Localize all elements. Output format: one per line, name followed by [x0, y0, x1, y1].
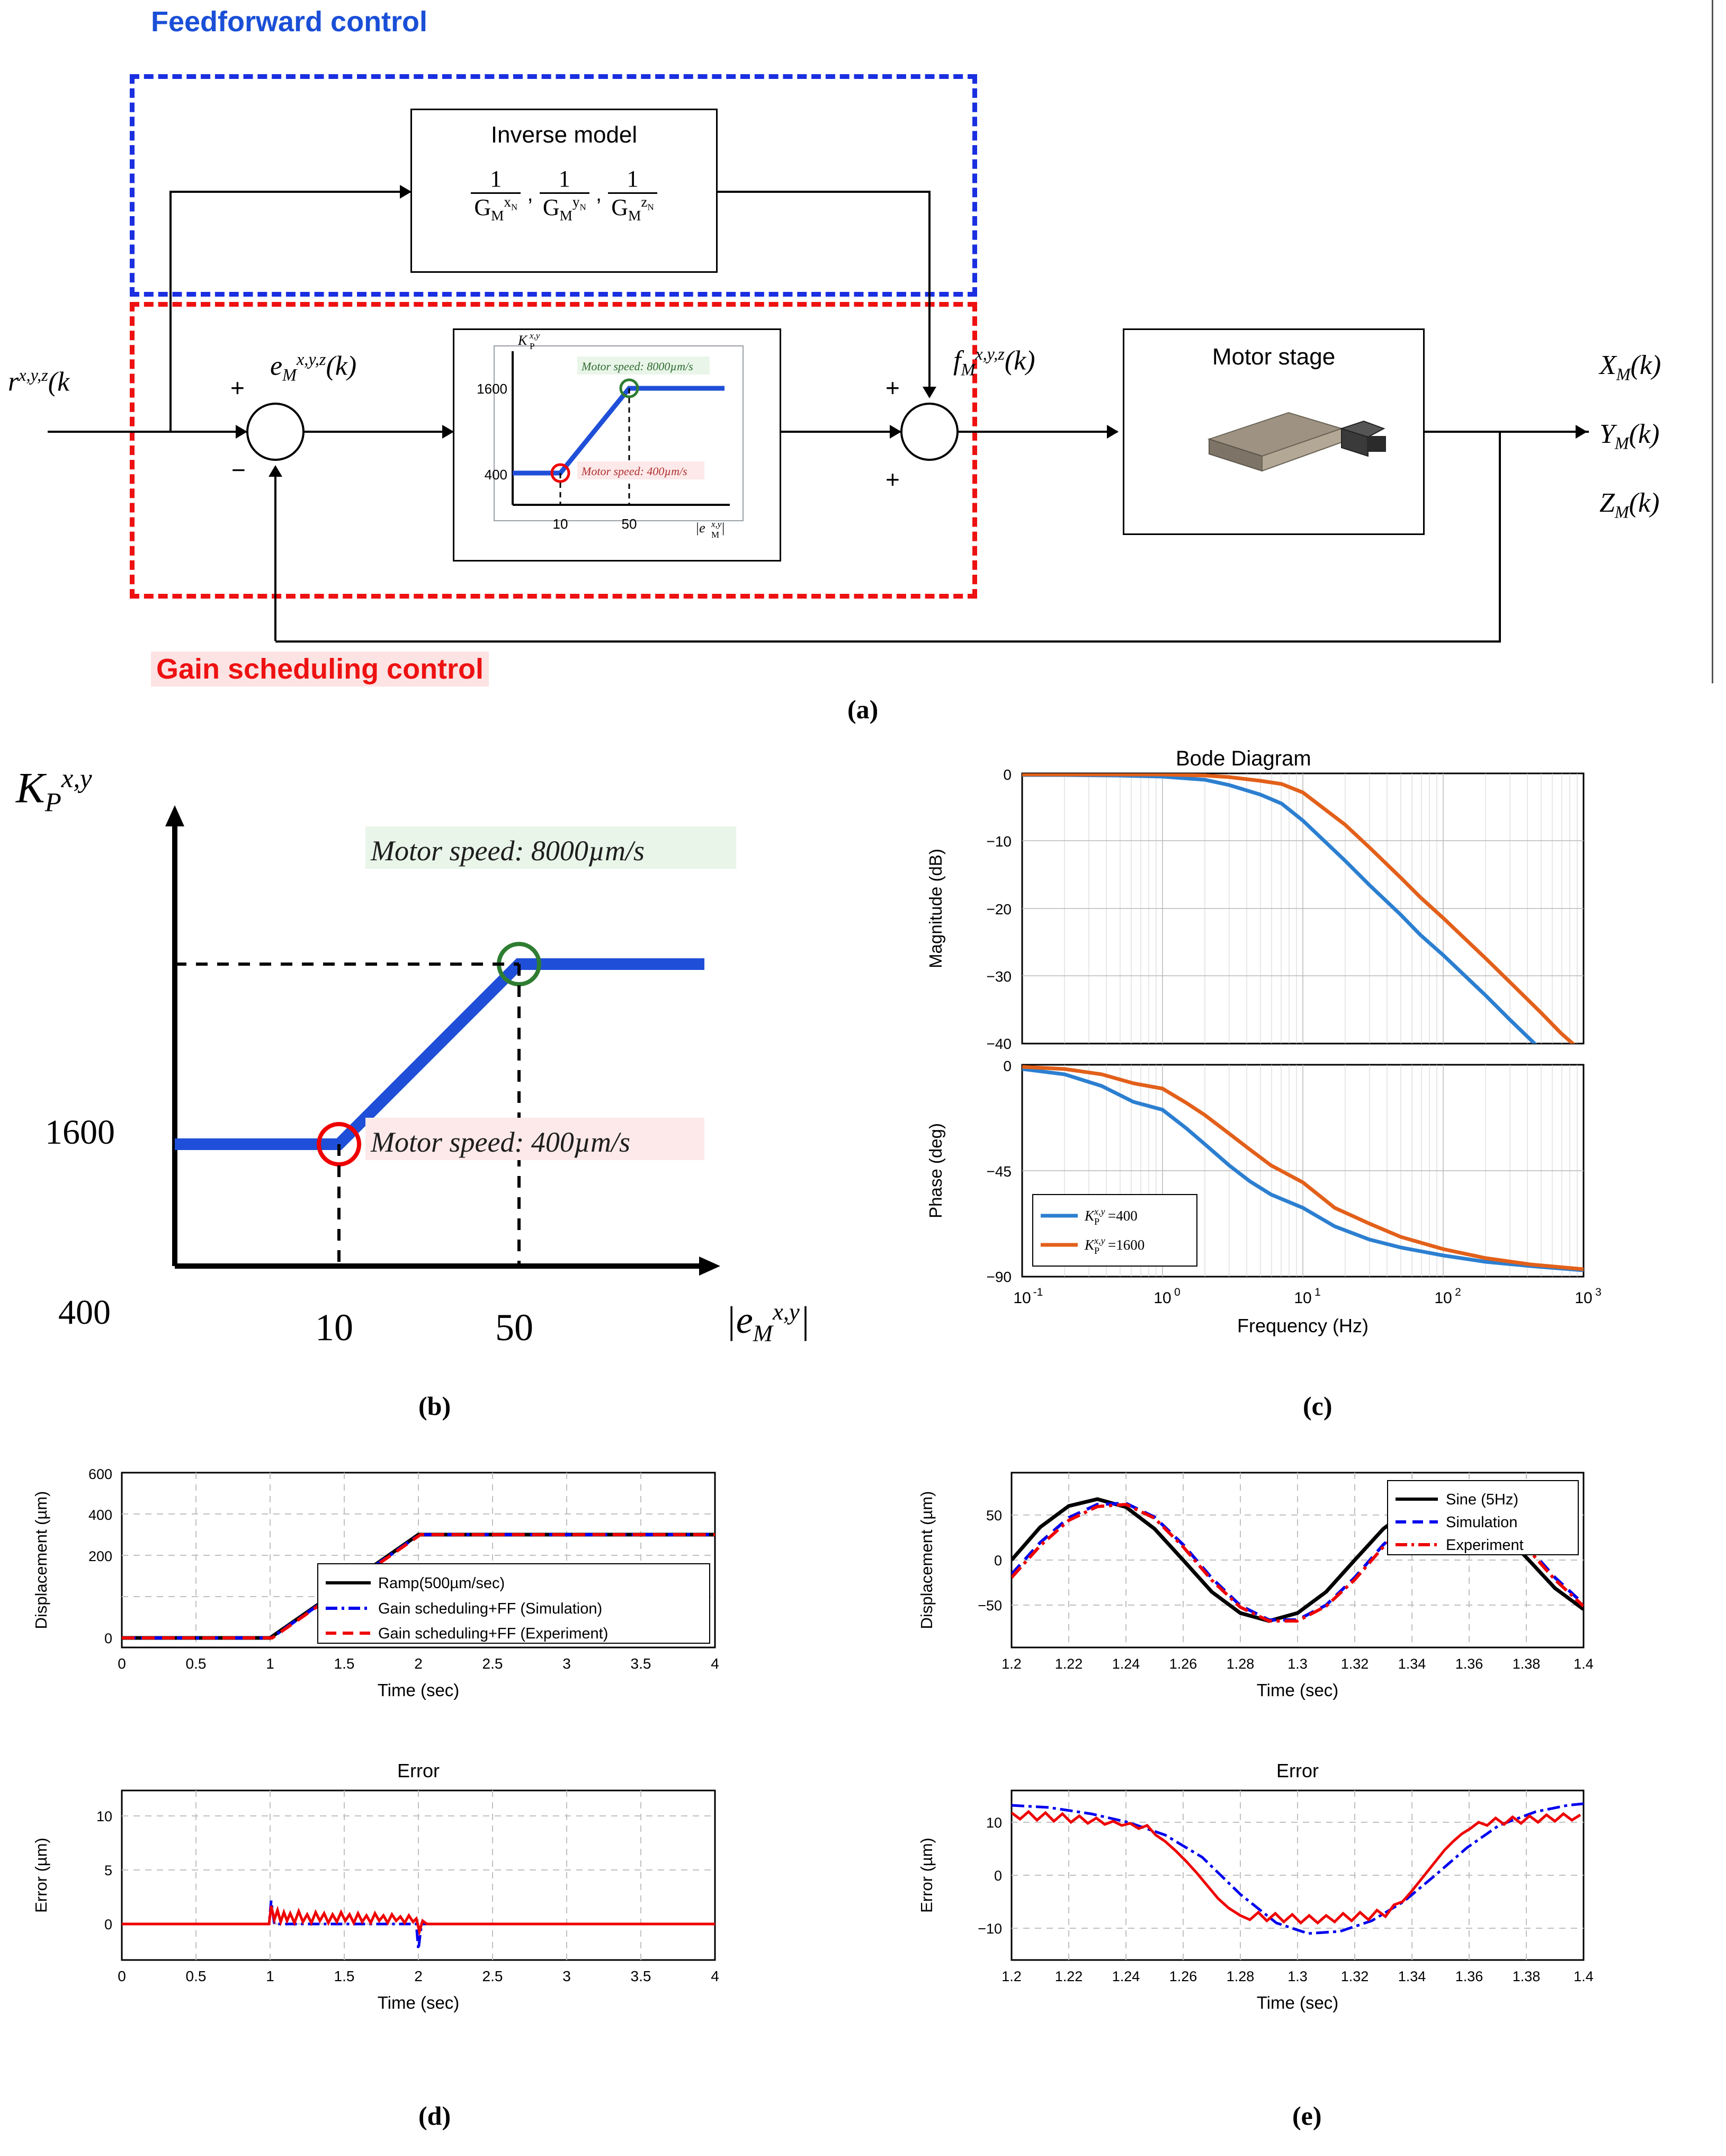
svg-text:=400: =400: [1108, 1208, 1138, 1224]
svg-text:600: 600: [88, 1466, 112, 1482]
svg-text:Displacement (µm): Displacement (µm): [32, 1491, 50, 1629]
svg-text:0: 0: [104, 1917, 112, 1932]
inverse-model-label: Inverse model: [490, 122, 638, 148]
svg-text:Ramp(500µm/sec): Ramp(500µm/sec): [378, 1575, 505, 1592]
gain-scheduling-title: Gain scheduling control: [151, 652, 489, 687]
svg-text:−30: −30: [986, 968, 1012, 985]
motor-stage-block: [1123, 328, 1425, 535]
svg-text:−45: −45: [986, 1163, 1012, 1180]
svg-text:1.38: 1.38: [1512, 1968, 1541, 1984]
svg-text:1.36: 1.36: [1455, 1968, 1483, 1984]
panel-d-caption: (d): [418, 2101, 451, 2131]
svg-text:0: 0: [104, 1631, 112, 1646]
svg-text:10: 10: [1013, 1289, 1031, 1307]
svg-text:1.34: 1.34: [1398, 1656, 1426, 1672]
sum2-plus-sign-1: +: [886, 374, 900, 402]
svg-text:3: 3: [1595, 1286, 1602, 1298]
svg-text:0: 0: [994, 1553, 1002, 1569]
svg-text:3.5: 3.5: [630, 1655, 651, 1672]
svg-text:0: 0: [1003, 767, 1012, 783]
panel-b-note-high: Motor speed: 8000µm/s: [371, 835, 645, 867]
svg-text:3: 3: [562, 1655, 571, 1672]
svg-text:1.2: 1.2: [1001, 1656, 1022, 1672]
output-z-label: $Z_M(k)$: [1599, 488, 1660, 522]
svg-text:=1600: =1600: [1108, 1237, 1145, 1253]
wire-feedback-horizontal: [275, 640, 1501, 643]
panel-b-ylabel: $K_P^{x,y}$: [16, 763, 92, 817]
svg-text:1.3: 1.3: [1287, 1968, 1308, 1984]
svg-text:10: 10: [96, 1808, 112, 1824]
svg-text:10: 10: [1434, 1289, 1452, 1307]
gain-scheduling-inset-plot: [454, 330, 779, 559]
panel-e-plot: [879, 1451, 1726, 2114]
svg-text:2.5: 2.5: [482, 1655, 503, 1672]
arrow-into-sum1: [236, 425, 247, 439]
arrow-into-sum2: [890, 425, 901, 439]
panel-a-caption: (a): [847, 694, 879, 724]
panel-d-plot: [0, 1451, 869, 2114]
motor-stage-icon: [1124, 370, 1421, 503]
svg-text:10: 10: [1153, 1289, 1171, 1307]
svg-text:Motor speed: 8000µm/s: Motor speed: 8000µm/s: [582, 360, 693, 373]
svg-text:2.5: 2.5: [482, 1968, 503, 1984]
signal-f-label: $f_M^{x,y,z}(k)$: [953, 344, 1035, 379]
svg-text:1.32: 1.32: [1340, 1656, 1369, 1672]
panel-b-xtick-50: 50: [495, 1306, 533, 1349]
svg-text:1.26: 1.26: [1169, 1656, 1197, 1672]
wire-feedback-down: [1499, 431, 1501, 643]
svg-text:Time (sec): Time (sec): [377, 1680, 460, 1700]
wire-gain-to-sum2: [781, 431, 900, 433]
svg-text:50: 50: [621, 516, 637, 532]
svg-text:Time (sec): Time (sec): [1256, 1680, 1339, 1700]
svg-text:1.28: 1.28: [1226, 1656, 1255, 1672]
wire-ff-tap-vertical: [169, 191, 172, 432]
svg-text:P: P: [530, 341, 535, 351]
svg-text:0: 0: [1003, 1058, 1012, 1074]
svg-text:Gain scheduling+FF (Experiment: Gain scheduling+FF (Experiment): [378, 1625, 609, 1642]
svg-text:0.5: 0.5: [185, 1655, 207, 1672]
svg-text:1: 1: [1314, 1286, 1321, 1298]
wire-sum1-to-gain: [305, 431, 453, 433]
svg-text:K: K: [1085, 1237, 1095, 1253]
svg-text:1.28: 1.28: [1226, 1968, 1255, 1984]
svg-text:1.4: 1.4: [1573, 1656, 1594, 1672]
svg-text:3: 3: [562, 1968, 571, 1984]
svg-text:1.22: 1.22: [1054, 1656, 1083, 1672]
svg-text:1.5: 1.5: [334, 1655, 355, 1672]
svg-text:0: 0: [994, 1868, 1002, 1884]
svg-text:Error (µm): Error (µm): [917, 1838, 936, 1913]
svg-text:x,y: x,y: [1094, 1206, 1105, 1217]
panel-b-caption: (b): [418, 1391, 451, 1421]
wire-inverse-down: [928, 191, 931, 389]
gain-scheduling-inset-block: [453, 328, 781, 562]
svg-text:1.2: 1.2: [1001, 1968, 1022, 1984]
svg-text:x,y: x,y: [711, 519, 722, 529]
signal-e-label: $e_M^{x,y,z}(k)$: [270, 350, 357, 385]
summing-junction-2: [900, 403, 959, 461]
feedforward-control-title: Feedforward control: [151, 6, 428, 38]
svg-text:5: 5: [104, 1863, 112, 1878]
motor-stage-label: Motor stage: [1212, 344, 1336, 370]
svg-text:Simulation: Simulation: [1446, 1514, 1518, 1531]
svg-text:3.5: 3.5: [630, 1968, 651, 1984]
arrow-into-sum1-feedback: [269, 465, 282, 477]
panel-b-gain-schedule-chart: [0, 742, 869, 1430]
svg-text:10: 10: [1575, 1289, 1593, 1307]
arrow-into-motor-stage: [1107, 425, 1119, 439]
wire-sum2-to-motor: [959, 431, 1117, 433]
svg-text:1.5: 1.5: [334, 1968, 355, 1984]
svg-text:1: 1: [266, 1968, 274, 1984]
svg-text:-1: -1: [1033, 1286, 1043, 1298]
panel-b-ytick-400: 400: [58, 1293, 111, 1332]
svg-text:−90: −90: [986, 1269, 1012, 1285]
svg-text:10: 10: [986, 1815, 1002, 1831]
svg-text:−10: −10: [978, 1921, 1002, 1937]
svg-text:Magnitude (dB): Magnitude (dB): [926, 849, 945, 968]
svg-text:1.22: 1.22: [1054, 1968, 1083, 1984]
svg-text:Error (µm): Error (µm): [32, 1838, 50, 1913]
arrow-into-gain: [442, 425, 454, 439]
panel-b-xlabel: $|e_M^{x,y}|$: [726, 1298, 810, 1347]
svg-text:K: K: [518, 333, 527, 348]
panel-e-sine-response: [879, 1451, 1726, 2156]
svg-text:Displacement (µm): Displacement (µm): [917, 1491, 936, 1629]
svg-text:Motor speed: 400µm/s: Motor speed: 400µm/s: [582, 465, 687, 478]
svg-text:2: 2: [414, 1655, 423, 1672]
output-x-label: $X_M(k)$: [1599, 350, 1661, 384]
panel-a-block-diagram: [0, 0, 1726, 742]
summing-junction-1: [246, 403, 305, 461]
svg-text:1.24: 1.24: [1112, 1656, 1140, 1672]
panel-b-note-low: Motor speed: 400µm/s: [371, 1126, 631, 1158]
arrow-output: [1576, 425, 1587, 439]
wire-ff-to-inverse: [169, 191, 410, 193]
svg-text:2: 2: [1455, 1286, 1461, 1298]
svg-text:1.24: 1.24: [1112, 1968, 1140, 1984]
svg-text:Frequency (Hz): Frequency (Hz): [1237, 1315, 1369, 1337]
svg-text:x,y: x,y: [1094, 1235, 1105, 1246]
svg-text:1600: 1600: [477, 381, 507, 397]
inverse-model-block: [410, 109, 718, 273]
svg-text:1: 1: [266, 1655, 274, 1672]
svg-text:10: 10: [1294, 1289, 1312, 1307]
wire-feedback-up: [274, 477, 276, 641]
svg-text:0: 0: [118, 1655, 126, 1672]
sum2-plus-sign-2: +: [886, 466, 900, 493]
svg-text:x,y: x,y: [530, 331, 540, 341]
svg-text:1.34: 1.34: [1398, 1968, 1426, 1984]
svg-text:400: 400: [88, 1507, 112, 1523]
inverse-model-terms: $\frac{1}{G_M^{x_N}}$ , $\frac{1}{G_M^{y_N}}$ , $\frac{1}{G_M^{z_N}}$: [412, 165, 716, 224]
svg-text:200: 200: [88, 1548, 112, 1564]
signal-r-label: $r^{x,y,z}(k$: [8, 366, 70, 397]
svg-text:0: 0: [118, 1968, 126, 1984]
panel-b-ytick-1600: 1600: [45, 1113, 115, 1152]
svg-text:0.5: 0.5: [185, 1968, 207, 1984]
bode-title: Bode Diagram: [1176, 747, 1311, 770]
arrow-into-inverse-model: [400, 185, 412, 199]
svg-text:M: M: [711, 530, 720, 540]
svg-text:Sine (5Hz): Sine (5Hz): [1446, 1491, 1518, 1508]
svg-text:Time (sec): Time (sec): [1256, 1993, 1339, 2012]
wire-input: [48, 431, 246, 433]
panel-c-plot: [879, 742, 1726, 1367]
output-y-label: $Y_M(k)$: [1599, 419, 1660, 453]
sum1-minus-sign: −: [231, 456, 246, 484]
svg-text:P: P: [1094, 1216, 1100, 1227]
svg-text:−50: −50: [978, 1598, 1002, 1614]
svg-text:0: 0: [1174, 1286, 1181, 1298]
svg-text:K: K: [1085, 1208, 1095, 1224]
svg-text:Experiment: Experiment: [1446, 1537, 1524, 1554]
svg-text:−20: −20: [986, 901, 1012, 917]
svg-text:400: 400: [484, 467, 507, 483]
svg-text:4: 4: [711, 1968, 719, 1984]
svg-text:50: 50: [986, 1508, 1002, 1524]
wire-inverse-out: [718, 191, 929, 193]
panel-d-ramp-response: [0, 1451, 869, 2156]
svg-text:Gain scheduling+FF (Simulation: Gain scheduling+FF (Simulation): [378, 1600, 603, 1617]
svg-text:2: 2: [414, 1968, 423, 1984]
svg-text:|e: |e: [695, 520, 705, 536]
panel-c-bode-diagram: [879, 742, 1726, 1430]
svg-text:1.36: 1.36: [1455, 1656, 1483, 1672]
svg-text:1.3: 1.3: [1287, 1656, 1308, 1672]
svg-text:|: |: [722, 520, 725, 536]
svg-text:Phase (deg): Phase (deg): [926, 1123, 945, 1218]
wire-motor-out: [1425, 431, 1589, 433]
sum1-plus-sign: +: [230, 374, 245, 402]
panel-b-xtick-10: 10: [315, 1306, 353, 1349]
svg-text:1.26: 1.26: [1169, 1968, 1197, 1984]
svg-text:10: 10: [552, 516, 568, 532]
svg-text:Time (sec): Time (sec): [377, 1993, 460, 2012]
page-border-line: [1712, 0, 1713, 683]
svg-text:−40: −40: [986, 1036, 1012, 1052]
panel-c-caption: (c): [1303, 1391, 1332, 1421]
svg-text:Error: Error: [1276, 1760, 1319, 1781]
svg-text:4: 4: [711, 1655, 719, 1672]
svg-text:P: P: [1094, 1245, 1100, 1256]
svg-text:−10: −10: [986, 833, 1012, 850]
svg-text:Error: Error: [397, 1760, 440, 1781]
svg-text:1.38: 1.38: [1512, 1656, 1541, 1672]
panel-e-caption: (e): [1292, 2101, 1322, 2131]
arrow-down-into-sum2: [923, 387, 936, 398]
svg-text:1.32: 1.32: [1340, 1968, 1369, 1984]
svg-text:1.4: 1.4: [1573, 1968, 1594, 1984]
